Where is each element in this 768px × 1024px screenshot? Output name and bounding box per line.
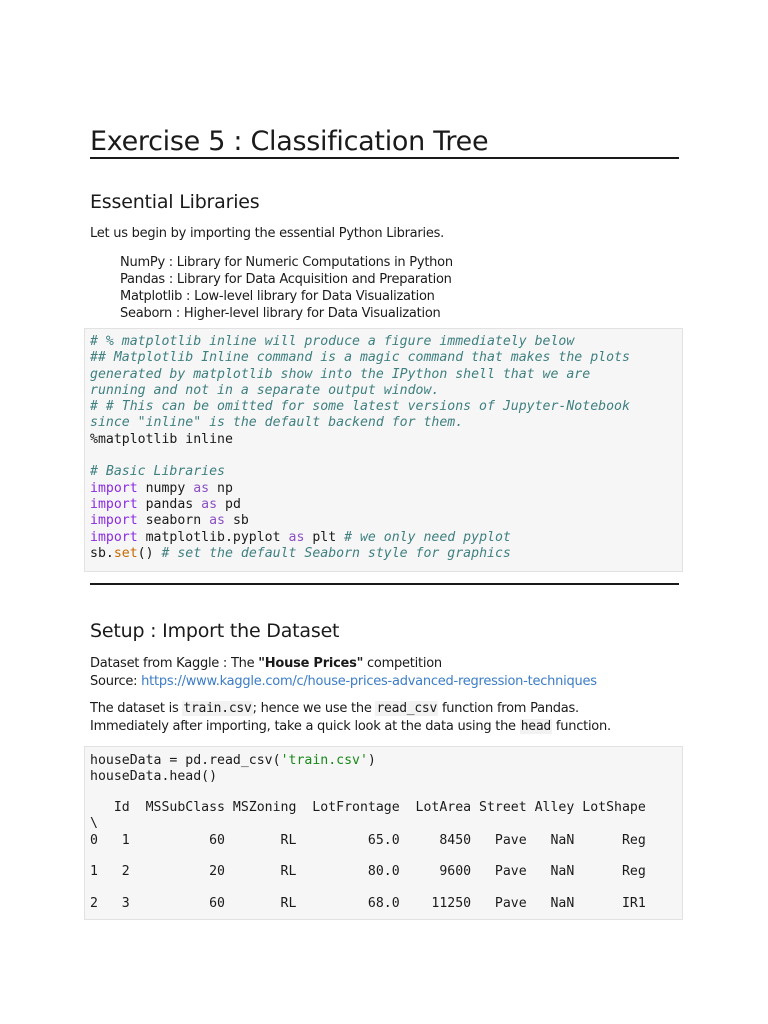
code-string: 'train.csv': [280, 753, 368, 768]
code-token: houseData = pd.read_csv(: [90, 753, 281, 768]
code-token: matplotlib.pyplot: [137, 529, 289, 545]
code-imports[interactable]: [90, 334, 630, 562]
desc-text: ; hence we use the: [252, 701, 376, 716]
section-heading-setup: Setup : Import the Dataset: [90, 620, 340, 642]
inline-code-read-csv: read_csv: [376, 701, 438, 716]
code-token: sb.: [90, 545, 114, 561]
code-comment: # set the default Seaborn style for graphics: [161, 545, 511, 561]
section-divider: [90, 583, 679, 585]
page-title: Exercise 5 : Classification Tree: [90, 126, 489, 157]
dataset-description-line-1: [90, 700, 579, 718]
inline-code-train-csv: train.csv: [183, 701, 252, 716]
code-token: pd: [217, 496, 241, 512]
code-token: (): [137, 545, 162, 561]
desc-text: function from Pandas.: [438, 701, 579, 716]
code-keyword: as: [193, 480, 210, 496]
output-line-continuation: \: [90, 816, 98, 831]
code-comment: # % matplotlib inline will produce a figure immediately below: [90, 334, 575, 349]
library-item-matplotlib: Matplotlib : Low-level library for Data Visualization: [120, 289, 435, 304]
code-comment: # Basic Libraries: [90, 464, 225, 480]
dataset-source-line: [90, 655, 442, 673]
code-comment: # we only need pyplot: [344, 529, 511, 545]
output-header-row: Id MSSubClass MSZoning LotFrontage LotArea Street Alley LotShape: [90, 800, 646, 815]
section-heading-libraries: Essential Libraries: [90, 191, 260, 213]
source-label: Source:: [90, 674, 142, 689]
code-token: ): [367, 753, 376, 768]
library-item-seaborn: Seaborn : Higher-level library for Data Visualization: [120, 306, 441, 321]
output-row-1: 1 2 20 RL 80.0 9600 Pave NaN Reg: [90, 864, 646, 879]
inline-code-head: head: [520, 719, 552, 734]
code-token: seaborn: [137, 513, 210, 529]
code-comment: ## Matplotlib Inline command is a magic command that makes the plots: [90, 350, 630, 366]
code-keyword: set: [113, 545, 138, 561]
code-comment: # # This can be omitted for some latest versions of Jupyter-Notebook: [90, 399, 630, 415]
code-keyword: import: [90, 496, 138, 512]
code-token: sb: [225, 513, 249, 529]
code-comment: running and not in a separate output window.: [90, 382, 440, 398]
code-load-data[interactable]: [90, 753, 376, 786]
output-row-0: 0 1 60 RL 65.0 8450 Pave NaN Reg: [90, 833, 646, 848]
code-token: numpy: [137, 480, 194, 496]
code-comment: since "inline" is the default backend for them.: [90, 415, 464, 431]
source-url-line: [90, 673, 597, 691]
library-item-pandas: Pandas : Library for Data Acquisition and Preparation: [120, 272, 452, 287]
code-keyword: import: [90, 480, 138, 496]
dataset-source-suffix: competition: [363, 656, 442, 671]
title-underline: [90, 157, 679, 159]
code-token: pandas: [137, 496, 202, 512]
output-row-2: 2 3 60 RL 68.0 11250 Pave NaN IR1: [90, 896, 646, 911]
libraries-intro: Let us begin by importing the essential Python Libraries.: [90, 226, 444, 241]
desc-text: Immediately after importing, take a quick look at the data using the: [90, 719, 520, 734]
code-token: np: [209, 480, 233, 496]
code-keyword: as: [288, 529, 305, 545]
dataset-name: "House Prices": [258, 656, 364, 671]
code-keyword: import: [90, 529, 138, 545]
dataset-source-text: Dataset from Kaggle : The: [90, 656, 259, 671]
desc-text: The dataset is: [90, 701, 183, 716]
code-keyword: as: [201, 496, 218, 512]
desc-text: function.: [552, 719, 611, 734]
library-item-numpy: NumPy : Library for Numeric Computations in Python: [120, 255, 453, 270]
code-token: %matplotlib inline: [90, 431, 233, 447]
code-token: houseData.head(): [90, 769, 218, 785]
kaggle-link[interactable]: https://www.kaggle.com/c/house-prices-advanced-regression-techniques: [141, 674, 597, 689]
dataset-description-line-2: [90, 718, 611, 736]
code-comment: generated by matplotlib show into the IPython shell that we are: [90, 366, 591, 382]
code-token: plt: [304, 529, 345, 545]
code-keyword: import: [90, 513, 138, 529]
code-keyword: as: [209, 513, 225, 529]
